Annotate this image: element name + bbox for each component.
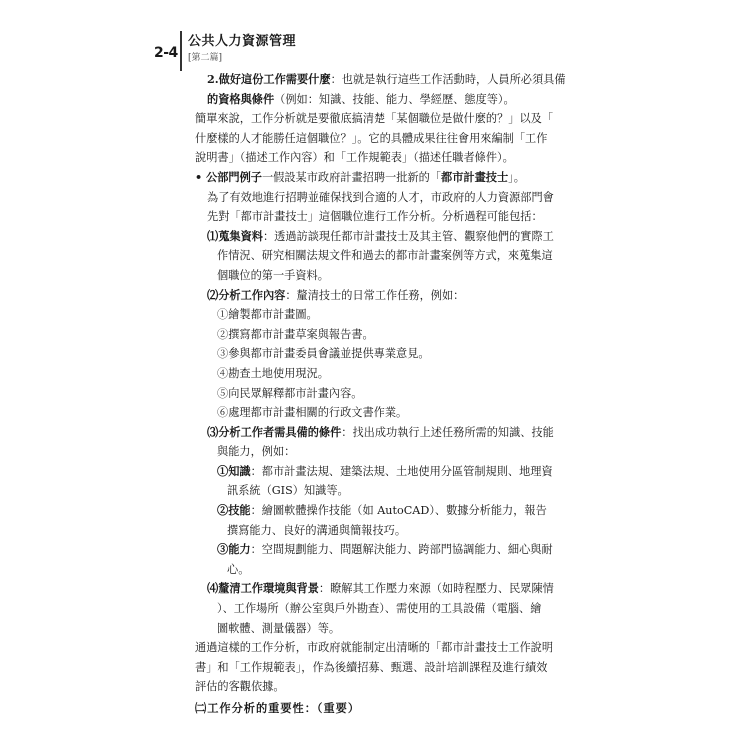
item-2-text: ：也就是執行這些工作活動時，人員所必須具備 (330, 73, 566, 86)
step-2-line (195, 286, 580, 306)
skill-line-2: 撰寫能力、良好的溝通與簡報技巧。 (227, 523, 407, 537)
ability-line-2: 心。 (227, 562, 250, 576)
step-3-line-2: 與能力，例如： (217, 445, 296, 459)
item-2-text-2: （例如：知識、技能、能力、學經歷、態度等）。 (274, 92, 515, 106)
summary-line-3: 說明書」（描述工作內容）和「工作規範表」（描述任職者條件）。 (195, 151, 514, 165)
bullet-job-title: 都市計畫技士 (441, 169, 509, 184)
summary-line-2: 什麼樣的人才能勝任這個職位？」。它的具體成果往往會用來編制「工作 (195, 131, 548, 145)
item-2-line-1 (195, 70, 580, 90)
part-label: [第二篇] (188, 53, 223, 63)
task-item: ⑥處理都市計畫相關的行政文書作業。 (217, 406, 408, 420)
intro-line-2: 先對「都市計畫技士」這個職位進行工作分析。分析過程可能包括： (207, 210, 543, 224)
step-4-label: ⑷釐清工作環境與背景 (207, 581, 319, 596)
step-1-text: ：透過訪談現任都市計畫技士及其主管、觀察他們的實際工 (262, 229, 554, 243)
conclusion-line-3: 評估的客觀依據。 (195, 680, 285, 694)
step-1-label: ⑴蒐集資料 (207, 228, 263, 243)
item-2-label: 2.做好這份工作需要什麼 (207, 72, 331, 86)
step-2-text: ：釐清技士的日常工作任務，例如： (285, 288, 465, 302)
page-number: 2-4 (154, 45, 178, 61)
summary-line-1: 簡單來說，工作分析就是要徹底搞清楚「某個職位是做什麼的？」以及「 (195, 112, 554, 126)
task-item: ①繪製都市計畫圖。 (217, 308, 318, 322)
task-item: ④勘查土地使用現況。 (217, 366, 329, 380)
task-item: ③參與都市計畫委員會議並提供專業意見。 (217, 347, 430, 361)
step-1-line-3: 個職位的第一手資料。 (217, 268, 329, 282)
intro-line-1: 為了有效地進行招聘並確保找到合適的人才，市政府的人力資源部門會 (207, 190, 554, 204)
step-4-text: ：瞭解其工作壓力來源（如時程壓力、民眾陳情 (318, 582, 554, 596)
task-item: ②撰寫都市計畫草案與報告書。 (217, 327, 374, 341)
knowledge-line-1 (195, 462, 580, 482)
ability-label: ③能力 (217, 542, 251, 557)
book-title: 公共人力資源管理 (188, 34, 297, 49)
step-3-text: ：找出成功執行上述任務所需的知識、技能 (341, 425, 554, 439)
step-4-line-2: ）、工作場所（辦公室與戶外勘查）、需使用的工具設備（電腦、繪 (217, 602, 542, 616)
page-body (195, 70, 580, 719)
header-divider (180, 31, 182, 71)
step-3-label: ⑶分析工作者需具備的條件 (207, 424, 342, 439)
ability-line-1 (195, 540, 580, 560)
conclusion-line-1: 通過這樣的工作分析，市政府就能制定出清晰的「都市計畫技士工作說明 (195, 641, 554, 655)
step-4-line-3: 圖軟體、測量儀器）等。 (217, 621, 341, 635)
bullet-text-end: 」。 (508, 170, 525, 184)
bullet-label: • 公部門例子 (195, 169, 262, 184)
step-1-line-2: 作情況、研究相關法規文件和過去的都市計畫案例等方式，來蒐集這 (217, 249, 553, 263)
step-4-line-1 (195, 579, 580, 599)
conclusion-line-2: 書」和「工作規範表」，作為後續招募、甄選、設計培訓課程及進行績效 (195, 660, 548, 674)
knowledge-text: ：都市計畫法規、建築法規、土地使用分區管制規則、地理資 (250, 464, 553, 478)
page-header (154, 28, 574, 72)
knowledge-line-2: 訊系統（GIS）知識等。 (227, 484, 349, 498)
ability-text: ：空間規劃能力、問題解決能力、跨部門協調能力、細心與耐 (250, 543, 553, 557)
step-3-line-1 (195, 423, 580, 443)
step-2-label: ⑵分析工作內容 (207, 287, 286, 302)
task-item: ⑤向民眾解釋都市計畫內容。 (217, 386, 363, 400)
item-2-line-2 (195, 90, 580, 110)
skill-label: ②技能 (217, 503, 251, 518)
skill-text: ：繪圖軟體操作技能（如 AutoCAD）、數據分析能力，報告 (250, 504, 547, 518)
item-2-label-2: 的資格與條件 (207, 91, 275, 106)
bullet-text: 一假設某市政府計畫招聘一批新的「 (261, 170, 441, 184)
section-heading: ㈡工作分析的重要性：（重要） (195, 701, 361, 715)
bullet-public-example (195, 168, 580, 188)
skill-line-1 (195, 501, 580, 521)
knowledge-label: ①知識 (217, 463, 251, 478)
step-1-line-1 (195, 227, 580, 247)
